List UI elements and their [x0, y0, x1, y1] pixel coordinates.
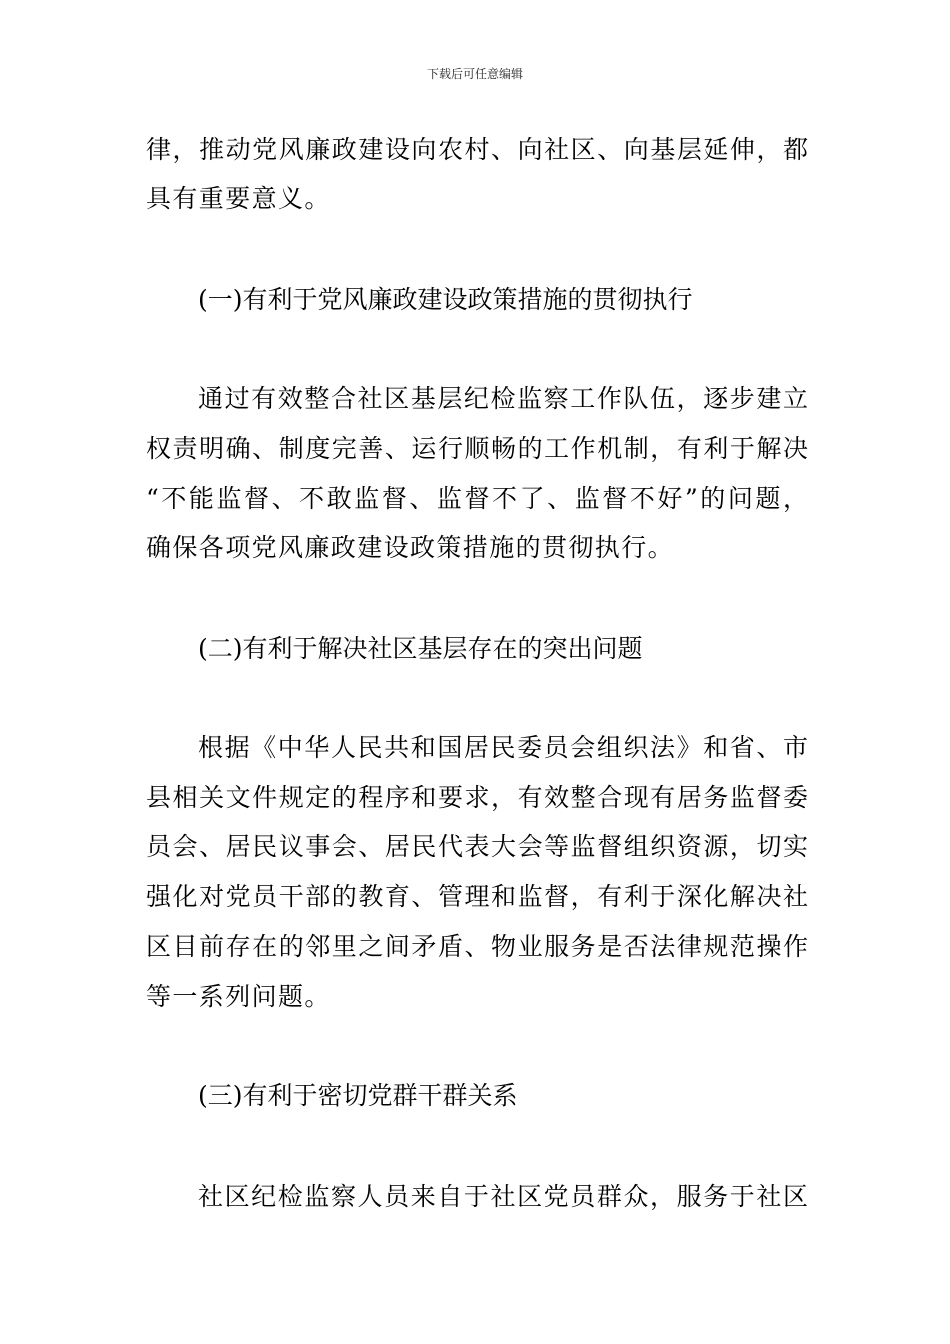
section-heading: (三)有利于密切党群干群关系 [198, 1081, 518, 1110]
paragraph-line: 确保各项党风廉政建设政策措施的贯彻执行。 [146, 533, 675, 562]
paragraph-line: 律，推动党风廉政建设向农村、向社区、向基层延伸，都 [146, 135, 808, 164]
paragraph-line: 通过有效整合社区基层纪检监察工作队伍，逐步建立 [198, 384, 808, 413]
paragraph-line: 根据《中华人民共和国居民委员会组织法》和省、市 [198, 733, 808, 762]
paragraph-line: 社区纪检监察人员来自于社区党员群众，服务于社区 [198, 1182, 808, 1211]
paragraph-line: 县相关文件规定的程序和要求，有效整合现有居务监督委 [146, 783, 808, 812]
paragraph-line: 员会、居民议事会、居民代表大会等监督组织资源，切实 [146, 832, 808, 861]
paragraph-line: 区目前存在的邻里之间矛盾、物业服务是否法律规范操作 [146, 932, 808, 961]
paragraph-line: “不能监督、不敢监督、监督不了、监督不好”的问题， [146, 484, 808, 513]
paragraph-line: 强化对党员干部的教育、管理和监督，有利于深化解决社 [146, 882, 808, 911]
page-header: 下载后可任意编辑 [426, 67, 523, 81]
section-heading: (一)有利于党风廉政建设政策措施的贯彻执行 [198, 285, 693, 314]
paragraph-line: 等一系列问题。 [146, 982, 331, 1011]
paragraph-line: 权责明确、制度完善、运行顺畅的工作机制，有利于解决 [146, 434, 808, 463]
section-heading: (二)有利于解决社区基层存在的突出问题 [198, 634, 643, 663]
paragraph-line: 具有重要意义。 [146, 184, 331, 213]
